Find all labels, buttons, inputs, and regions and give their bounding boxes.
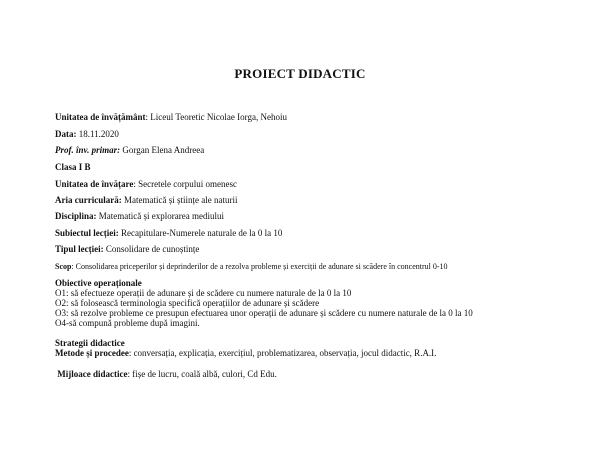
obiectiv-item: O3: să rezolve probleme ce presupun efectuarea unor operații de adunare și scădere cu numere naturale de la 0 la 10	[55, 308, 473, 318]
field-mijloace	[55, 369, 277, 380]
field-value: Gorgan Elena Andreea	[120, 145, 205, 155]
field-value: Recapitulare-Numerele naturale de la 0 la 10	[118, 228, 283, 238]
field-label: Unitatea de învățare	[55, 179, 134, 189]
field-label: Tipul lecției:	[55, 244, 104, 254]
field-label: Aria curriculară:	[55, 195, 122, 205]
field-unitate-invatamant	[55, 112, 287, 123]
field-scop	[55, 261, 448, 272]
field-label: Clasa I B	[55, 162, 91, 172]
field-metode	[55, 348, 436, 359]
field-clasa	[55, 162, 91, 173]
field-unitate-invatare	[55, 179, 237, 190]
field-label: Metode și procedee	[55, 348, 129, 358]
field-value: : conversația, explicația, exercițiul, problematizarea, observația, jocul didactic, R.A.I.	[128, 348, 437, 358]
field-value: : Secretele corpului omenesc	[133, 179, 238, 189]
field-value: Matematică și explorarea mediului	[96, 211, 224, 221]
field-disciplina	[55, 211, 224, 222]
field-value: : fișe de lucru, coală albă, culori, Cd Edu.	[127, 369, 277, 379]
field-value: 18.11.2020	[76, 129, 119, 139]
document-title: PROIECT DIDACTIC	[234, 66, 366, 81]
field-tipul	[55, 244, 199, 255]
field-label: Prof. înv. primar:	[55, 145, 121, 155]
field-prof	[55, 145, 204, 156]
field-value: Matematică și științe ale naturii	[121, 195, 238, 205]
obiectiv-item: O4-să compună probleme după imagini.	[55, 318, 200, 328]
section-heading: Obiective operaționale	[55, 278, 142, 288]
field-label: Data:	[55, 129, 77, 139]
field-label: Disciplina:	[55, 211, 97, 221]
field-label: Unitatea de învățământ	[55, 112, 146, 122]
field-label: Scop	[55, 262, 72, 271]
field-value: Consolidare de cunoștințe	[103, 244, 200, 254]
field-aria	[55, 195, 237, 206]
obiectiv-item: O2: să folosească terminologia specifică operațiilor de adunare și scădere	[55, 298, 320, 308]
field-subiectul	[55, 228, 282, 239]
field-label: Subiectul lecției:	[55, 228, 119, 238]
field-value: : Consolidarea priceperilor și deprinderilor de a rezolva probleme și exerciții de adunare si scădere în concentrul 0-10	[71, 262, 448, 271]
obiectiv-item: O1: să efectueze operații de adunare și de scădere cu numere naturale de la 0 la 10	[55, 288, 352, 298]
field-value: : Liceul Teoretic Nicolae Iorga, Nehoiu	[145, 112, 287, 122]
field-data	[55, 129, 119, 140]
field-label: Mijloace didactice	[55, 369, 128, 379]
section-heading: Strategii didactice	[55, 338, 125, 348]
